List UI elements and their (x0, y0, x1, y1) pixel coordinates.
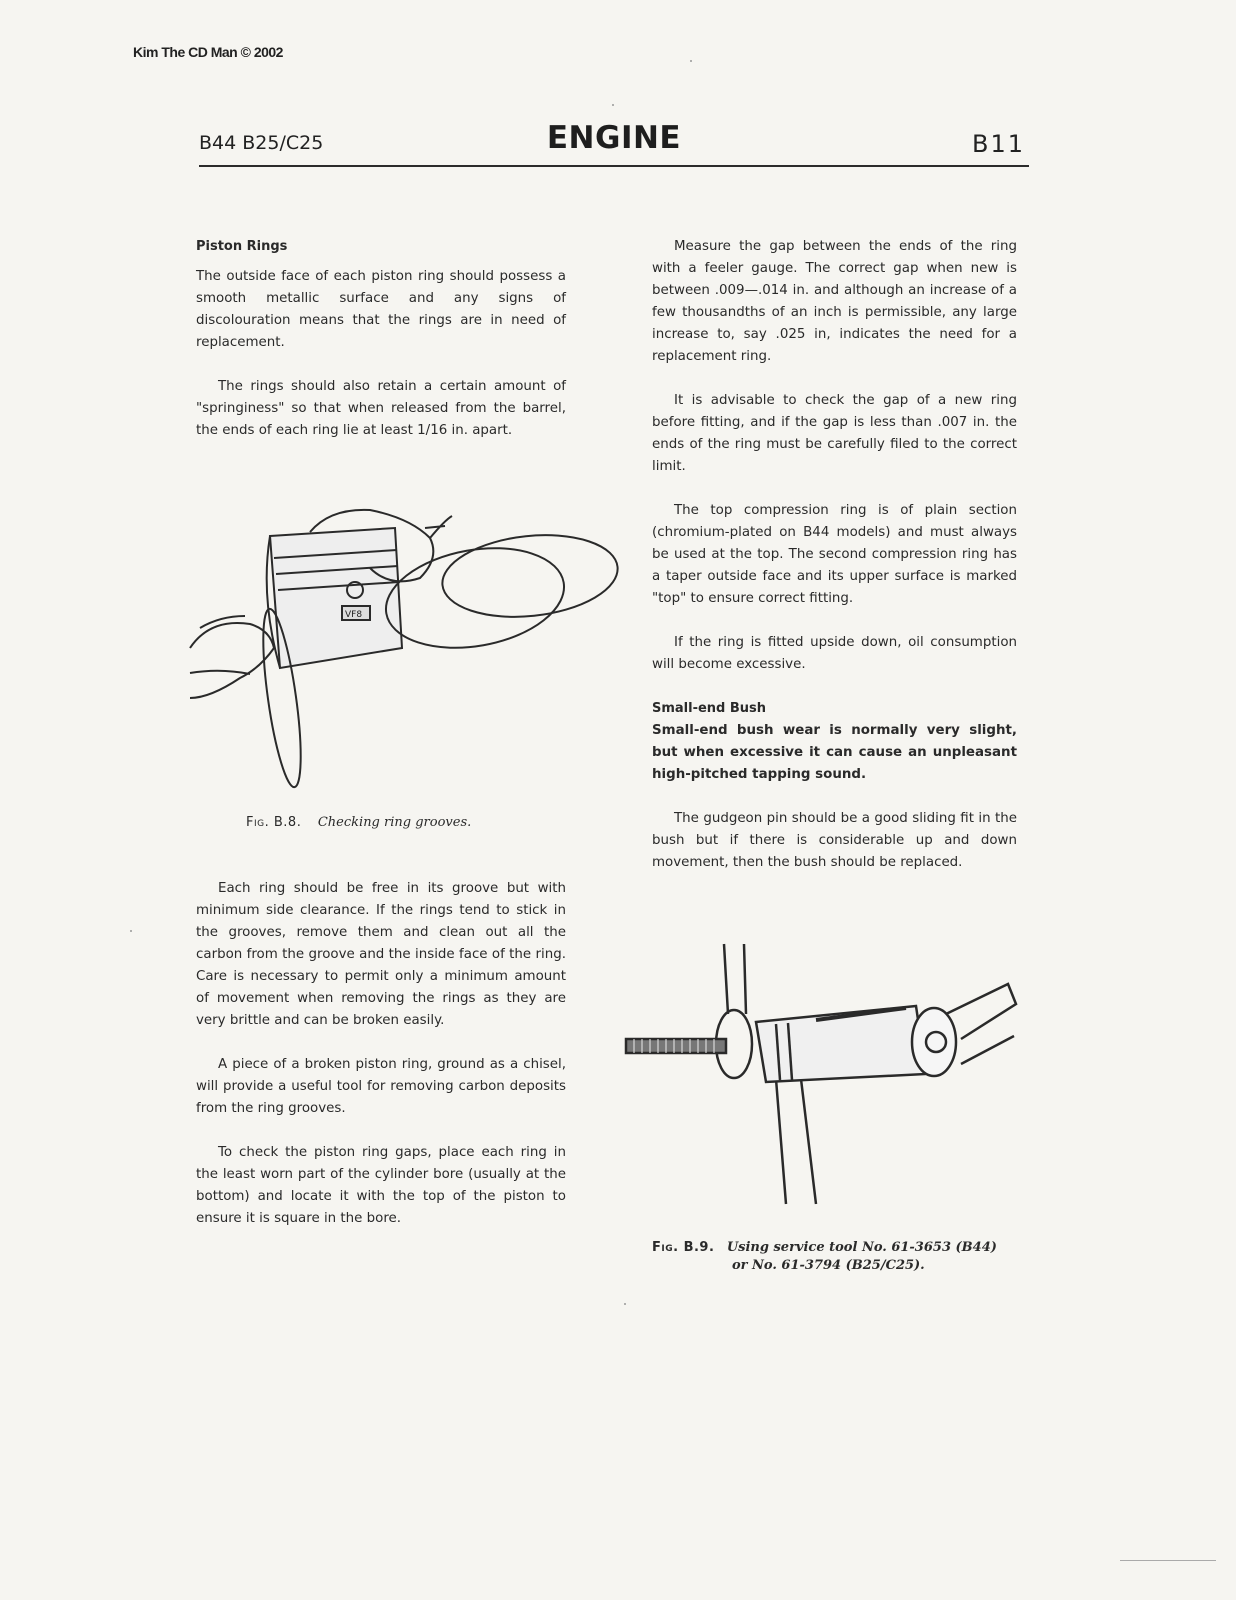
piston-ring-2 (438, 527, 621, 625)
page-number: B11 (971, 130, 1025, 158)
fig-b9-illustration (616, 944, 1016, 1224)
piston-body (270, 528, 402, 668)
tool-nut (912, 1008, 956, 1076)
right-column (652, 236, 1017, 874)
paragraph-check-ring-gaps: To check the piston ring gaps, place each ring in the least worn part of the cylinder bore (usually at the bottom) and locate it with the top of the piston to ensure it is square in the bore. (196, 1145, 566, 1226)
fig-b9-caption-line1: Using service tool No. 61-3653 (B44) (726, 1240, 997, 1255)
paragraph-upside-down: If the ring is fitted upside down, oil consumption will become excessive. (652, 635, 1017, 672)
section-heading-piston-rings: Piston Rings (196, 239, 288, 254)
paragraph-springiness: The rings should also retain a certain amount of "springiness" so that when released from the barrel, the ends of each ring lie at least 1/16 in. apart. (196, 379, 566, 438)
piston-stamp-text: VF8 (345, 610, 363, 620)
paragraph-measure-gap: Measure the gap between the ends of the ring with a feeler gauge. The correct gap when new is between .009—.014 in. and although an increase of a few thousandths of an inch is permissible, any large increase to, say .025 in, indicates the need for a replacement ring. (652, 239, 1017, 364)
paragraph-top-compression-ring: The top compression ring is of plain section (chromium-plated on B44 models) and must always be used at the top. The second compression ring has a taper outside face and its upper surface is marked "top" to ensure correct fitting. (652, 503, 1017, 606)
hand-left (190, 623, 274, 698)
piston-ring-1 (378, 535, 572, 661)
scan-speck (624, 1303, 626, 1305)
connecting-rod-upper (724, 944, 746, 1014)
model-codes: B44 B25/C25 (199, 132, 324, 154)
fig-b8-illustration (190, 498, 630, 798)
left-column-top (196, 236, 566, 442)
paragraph-broken-ring-chisel: A piece of a broken piston ring, ground as a chisel, will provide a useful tool for removing carbon deposits from the ring grooves. (196, 1057, 566, 1116)
scan-edge-line (1120, 1560, 1216, 1561)
header-rule (199, 165, 1029, 167)
connecting-rod-lower (776, 1079, 816, 1204)
fig-b8-label: Fig. B.8. (246, 815, 302, 830)
paragraph-outside-face: The outside face of each piston ring should possess a smooth metallic surface and any signs of discolouration means that the rings are in need of replacement. (196, 269, 566, 350)
section-heading-small-end-bush: Small-end Bush (652, 701, 767, 716)
fig-b9-caption-line2: or No. 61-3794 (B25/C25). (732, 1258, 925, 1273)
spanner-handle (946, 984, 1016, 1039)
scan-watermark: Kim The CD Man © 2002 (133, 44, 283, 60)
page-title: ENGINE (546, 120, 682, 156)
fig-b8-caption (246, 815, 471, 830)
paragraph-new-ring-gap: It is advisable to check the gap of a new ring before fitting, and if the gap is less than .007 in. the ends of the ring must be carefully filed to the correct limit. (652, 393, 1017, 474)
left-column-bottom (196, 878, 566, 1230)
paragraph-free-in-groove: Each ring should be free in its groove but with minimum side clearance. If the rings tend to stick in the grooves, remove them and clean out all the carbon from the groove and the inside face of the ring. Care is necessary to permit only a minimum amount of movement when removing the rings as they are very brittle and can be broken easily. (196, 881, 566, 1028)
fig-b8-caption-text: Checking ring grooves. (317, 815, 472, 830)
threaded-rod (626, 1039, 726, 1053)
scan-speck (612, 104, 614, 106)
scan-speck (690, 60, 692, 62)
paragraph-gudgeon-pin: The gudgeon pin should be a good sliding fit in the bush but if there is considerable up and down movement, then the bush should be replaced. (652, 811, 1017, 870)
fig-b9-label: Fig. B.9. (652, 1240, 715, 1255)
page-header (199, 118, 1029, 166)
fig-b9-caption (652, 1240, 1032, 1273)
paragraph-bush-wear: Small-end bush wear is normally very slight, but when excessive it can cause an unpleasant high-pitched tapping sound. (652, 723, 1017, 782)
scan-speck (130, 930, 132, 932)
